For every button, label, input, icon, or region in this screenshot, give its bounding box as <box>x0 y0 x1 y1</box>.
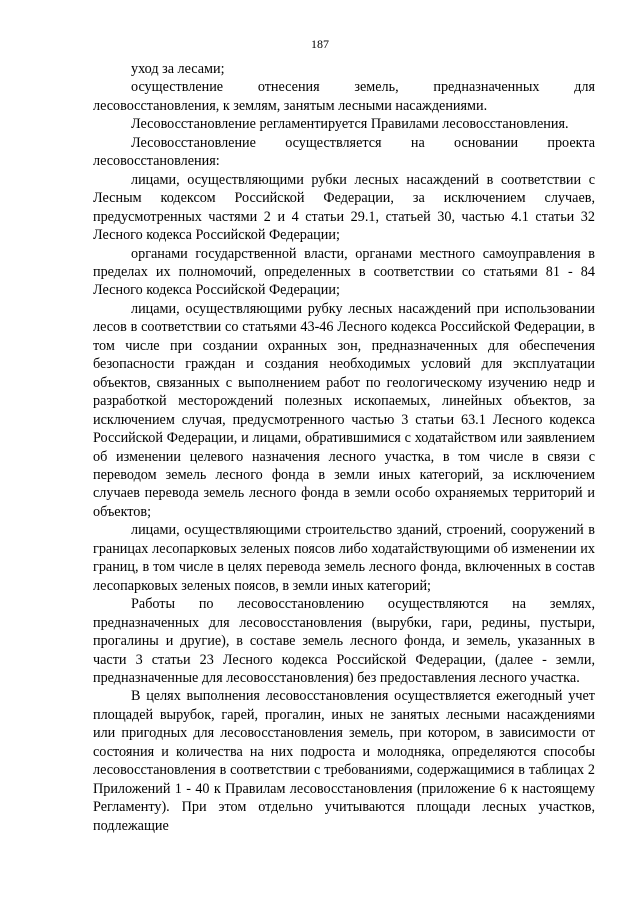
paragraph: Лесовосстановление осуществляется на основании проекта лесовосстановления: <box>93 134 595 170</box>
body-text <box>93 60 595 835</box>
paragraph: лицами, осуществляющими строительство зданий, строений, сооружений в границах лесопарковых зеленых поясов либо ходатайствующими об изменении их границ, в том числе в целях перевода земель лесного фонда, включенных в состав лесопарковых зеленых поясов, в земли иных категорий; <box>93 522 595 594</box>
paragraph: лицами, осуществляющими рубку лесных насаждений при использовании лесов в соответствии со статьями 43-46 Лесного кодекса Российской Федерации, в том числе при создании охранных зон, предназначенных для обеспечения безопасности граждан и создания необходимых условий для эксплуатации объектов, связанных с выполнением работ по геологическому изучению недр и разработкой месторождений полезных ископаемых, линейных объектов, за исключением случая, предусмотренного частью 3 статьи 63.1 Лесного кодекса Российской Федерации, и лицами, обратившимися с ходатайством или заявлением об изменении целевого назначения лесного участка, в том числе в связи с переводом земель лесного фонда в земли иных категорий, за исключением случаев перевода земель лесного фонда в земли особо охраняемых территорий и объектов; <box>93 300 595 520</box>
page-number: 187 <box>311 37 329 51</box>
paragraph: Лесовосстановление регламентируется Правилами лесовосстановления. <box>131 116 569 133</box>
paragraph: лицами, осуществляющими рубки лесных насаждений в соответствии с Лесным кодексом Российской Федерации, за исключением случаев, предусмотренных частями 2 и 4 статьи 29.1, статьей 30, частью 4.1 статьи 32 Лесного кодекса Российской Федерации; <box>93 171 595 244</box>
paragraph: осуществление отнесения земель, предназначенных для лесовосстановления, к землям, занятым лесными насаждениями. <box>93 79 595 114</box>
paragraph: Работы по лесовосстановлению осуществляются на землях, предназначенных для лесовосстановления (вырубки, гари, редины, пустыри, прогалины и другие), в составе земель лесного фонда, и земель, указанных в части 3 статьи 23 Лесного кодекса Российской Федерации, (далее - земли, предназначенные для лесовосстановления) без предоставления лесного участка. <box>93 596 595 686</box>
paragraph: В целях выполнения лесовосстановления осуществляется ежегодный учет площадей вырубок, гарей, прогалин, иных не занятых лесными насаждениями или пригодных для лесовосстановления земель, при котором, в зависимости от состояния и количества на них подроста и молодняка, определяются способы лесовосстановления в соответствии с требованиями, содержащимися в таблицах 2 Приложений 1 - 40 к Правилам лесовосстановления (приложение 6 к настоящему Регламенту). При этом отдельно учитываются площади лесных участков, подлежащие <box>93 688 595 834</box>
paragraph: органами государственной власти, органами местного самоуправления в пределах их полномочий, определенных в соответствии со статьями 81 - 84 Лесного кодекса Российской Федерации; <box>93 245 595 299</box>
paragraph: уход за лесами; <box>131 61 225 77</box>
